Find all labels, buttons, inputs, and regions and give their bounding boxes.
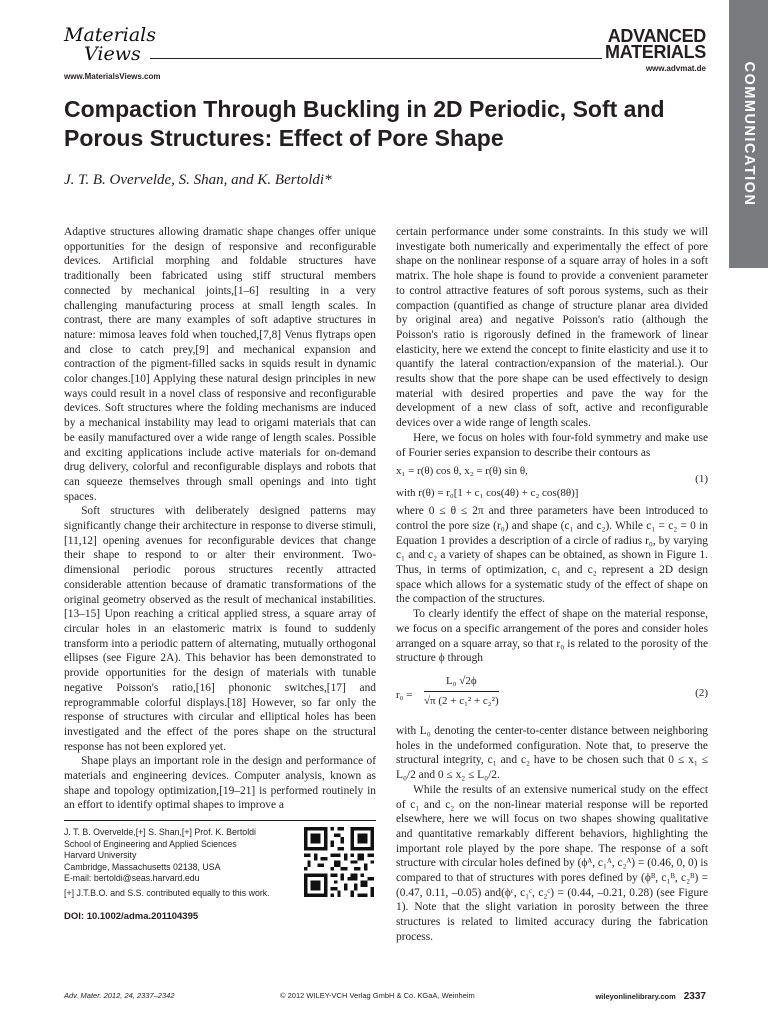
logo-line-materials: MATERIALS xyxy=(605,42,706,62)
materials-views-logo xyxy=(64,26,156,64)
footnote-rule xyxy=(64,820,376,821)
equation-2-lhs: r₀ = xyxy=(396,688,413,701)
body-column-left xyxy=(64,225,376,813)
paragraph: where 0 ≤ θ ≤ 2π and three parameters have been introduced to control the pore size (r₀) and shape (c₁ and c₂). While c₁ = c₂ = 0 in Equation 1 provides a description of a circle of radius r₀, by varying c₁ and c₂ a variety of shapes can be obtained, as shown in Figure 1. Thus, in terms of optimization, c₁ and c₂ represent a 2D design space which allows for a systematic study of the effect of shape on the compaction of the structures. xyxy=(396,505,708,606)
header-rule xyxy=(150,58,602,59)
affiliation-line: J. T. B. Overvelde,[+] S. Shan,[+] Prof. K. Bertoldi xyxy=(64,827,256,837)
paragraph: To clearly identify the effect of shape on the material response, we focus on a specific arrangement of the pores and consider holes arranged on a square array, so that r₀ is related to the porosity of the structure ϕ through xyxy=(396,608,708,665)
footer-right xyxy=(595,991,706,1002)
paragraph: While the results of an extensive numerical study on the effect of c₁ and c₂ on the non-linear material response will be reported elsewhere, here we will focus on two shapes showing qualitative and quantitative remarkably different behaviors, highlighting the important role played by the pore shape. The response of a soft structure with circular holes defined by (ϕᴬ, c₁ᴬ, c₂ᴬ) = (0.46, 0, 0) is compared to that of structures with pores defined by (ϕᴮ, c₁ᴮ, c₂ᴮ) = (0.47, 0.11, –0.05) and(ϕᶜ, c₁ᶜ, c₂ᶜ) = (0.44, –0.21, 0.28) (see Figure 1). Note that the slight variation in porosity between the three structures is related to limited accuracy during the fabrication process. xyxy=(396,783,708,943)
body-column-right xyxy=(396,225,708,945)
equation-1-number: (1) xyxy=(695,473,708,486)
paragraph: Soft structures with deliberately designed patterns may significantly change their architecture in response to diverse stimuli,[11,12] opening avenues for reconfigurable devices that change their shape to respond to or alter their environment. Two-dimensional periodic porous structures recently attracted considerable attention because of dramatic transformations of the original geometry observed as the result of mechanical instabilities.[13–15] Upon reaching a critical applied stress, a square array of circular holes in an elastomeric matrix is found to suddenly transform into a periodic pattern of alternating, mutually orthogonal ellipses (see Figure 2A). This behavior has been demonstrated to provide opportunities for the design of materials with tunable negative Poisson's ratio,[16] phononic switches,[17] and reprogrammable colorful displays.[18] However, so far only the response of structures with circular and elliptical holes has been investigated and the effect of the pores shape on the structural response has not been explored yet. xyxy=(64,505,376,753)
section-tab xyxy=(729,0,768,268)
article-title: Compaction Through Buckling in 2D Periodic, Soft and Porous Structures: Effect of Pore Shape xyxy=(64,96,665,151)
equation-2-number: (2) xyxy=(695,686,708,699)
affiliation-email[interactable]: E-mail: bertoldi@seas.harvard.edu xyxy=(64,873,200,883)
equation-1 xyxy=(396,460,708,504)
logo-line-1: Materials xyxy=(64,24,156,46)
author-affiliation xyxy=(64,827,304,899)
publisher-site-link[interactable]: wileyonlinelibrary.com xyxy=(595,992,676,1001)
paragraph: Shape plays an important role in the design and performance of materials and engineering devices. Computer analysis, known as shape and topology optimization,[19–21] is performed routinely in an effort to identify optimal shapes to improve a xyxy=(64,755,376,812)
equation-2-denominator: √π (2 + c₁² + c₂²) xyxy=(424,694,499,707)
equation-2-numerator: L₀ √2ϕ xyxy=(424,674,499,692)
logo-line-2: Views xyxy=(84,43,141,65)
affiliation-line: School of Engineering and Applied Sciences xyxy=(64,838,237,849)
paragraph: with L₀ denoting the center-to-center distance between neighboring holes in the undeformed configuration. Note that, to preserve the structural integrity, c₁ and c₂ have to be chosen such that 0 ≤ x₁ ≤ L₀/2 and 0 ≤ x₂ ≤ L₀/2. xyxy=(396,724,708,782)
advmat-url[interactable]: www.advmat.de xyxy=(645,64,706,73)
equation-2-fraction xyxy=(424,674,499,708)
copyright-notice: © 2012 WILEY-VCH Verlag GmbH & Co. KGaA, Weinheim xyxy=(280,991,475,1000)
paragraph: certain performance under some constraints. In this study we will investigate both numerically and experimentally the effect of pore shape on the nonlinear response of a square array of holes in a soft matrix. The hole shape is found to provide a convenient parameter to control attractive features of soft porous systems, such as their compaction (quantified as change of structure planar area divided by original area) and negative Poisson's ratio (although the Poisson's ratio is rigorously defined in the framework of linear elasticity, here we extend the concept to finite elasticity and use it to quantify the lateral contraction/expansion of the material.). Our results show that the pore shape can be used effectively to design material with desired properties and pave the way for the development of a new class of soft, active and reconfigurable devices over a wide range of length scales. xyxy=(396,226,708,430)
advanced-materials-logo xyxy=(605,28,706,60)
qr-code-icon[interactable] xyxy=(304,827,374,897)
author-list: J. T. B. Overvelde, S. Shan, and K. Bertoldi* xyxy=(64,172,332,188)
section-label: COMMUNICATION xyxy=(740,61,757,207)
affiliation-line: Cambridge, Massachusetts 02138, USA xyxy=(64,861,221,872)
logo-line-advanced: ADVANCED xyxy=(607,26,706,46)
equation-1-line-2: with r(θ) = r₀[1 + c₁ cos(4θ) + c₂ cos(8θ)] xyxy=(396,487,579,500)
equation-1-line-1: x₁ = r(θ) cos θ, x₂ = r(θ) sin θ, xyxy=(396,465,528,478)
paragraph: Here, we focus on holes with four-fold symmetry and make use of Fourier series expansion to describe their contours as xyxy=(396,431,708,459)
doi[interactable]: DOI: 10.1002/adma.201104395 xyxy=(64,911,199,922)
equal-contribution-note: [+] J.T.B.O. and S.S. contributed equally to this work. xyxy=(64,887,270,898)
affiliation-line: Harvard University xyxy=(64,850,137,860)
equation-2 xyxy=(396,674,708,718)
materials-views-url[interactable]: www.MaterialsViews.com xyxy=(64,72,161,81)
paragraph: Adaptive structures allowing dramatic shape changes offer unique opportunities for the design of responsive and reconfigurable devices. Artificial morphing and foldable structures have traditionally been fabricated using stiff structural members connected by mechanical joints,[1–6] resulting in a very challenging manufacturing process at small length scales. In contrast, there are many examples of soft adaptive structures in nature: mimosa leaves fold when touched,[7,8] Venus flytraps open and close to catch prey,[9] and mechanical expansion and contraction of the pigment-filled sacks in squids result in dynamic color changes.[10] Applying these natural design principles in new ways could result in a novel class of responsive and reconfigurable devices. Soft structures where the folding mechanisms are induced by a mechanical instability may lead to origami materials that can be easily manufactured over a wide range of length scales. Possible and exciting applications include active materials for on-demand drug delivery, colorful and reconfigurable displays and robots that can squeeze themselves through small openings and into tight spaces. xyxy=(64,226,376,503)
page-number: 2337 xyxy=(683,991,706,1002)
journal-citation: Adv. Mater. 2012, 24, 2337–2342 xyxy=(64,991,175,1000)
